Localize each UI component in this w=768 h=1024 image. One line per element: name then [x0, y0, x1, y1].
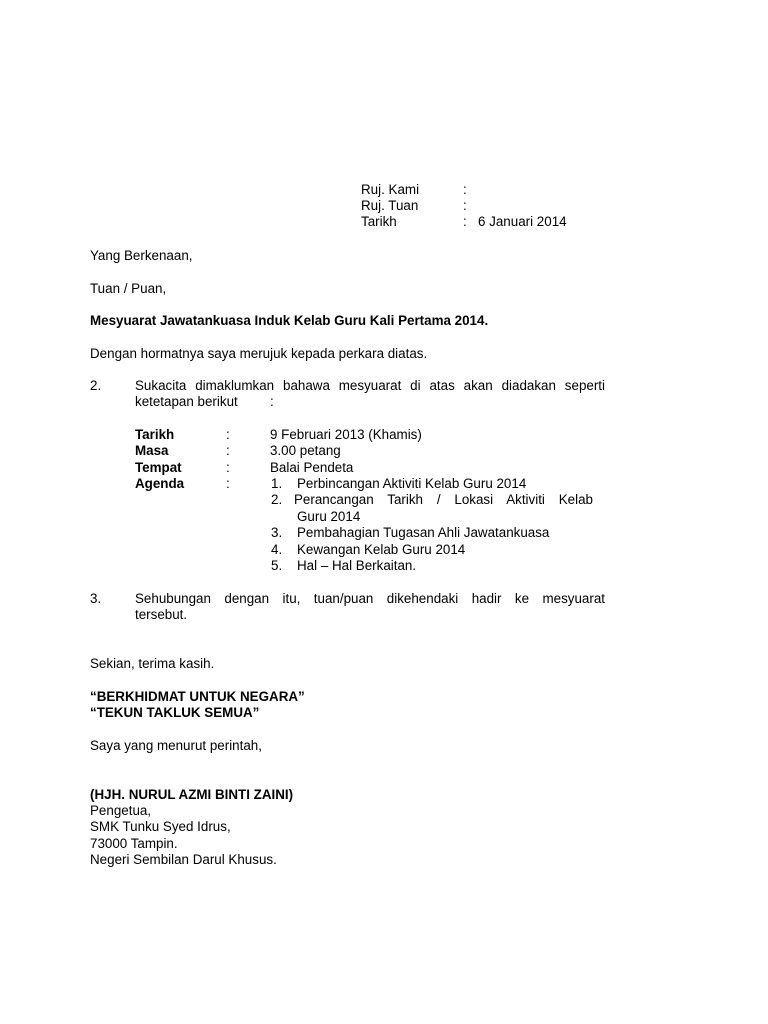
detail-masa-value: 3.00 petang — [270, 443, 341, 458]
motto-1: “BERKHIDMAT UNTUK NEGARA” — [90, 689, 305, 704]
agenda-number: 1. — [271, 476, 283, 491]
paragraph-2-line-2: ketetapan berikut — [135, 394, 238, 409]
detail-colon: : — [226, 460, 230, 475]
agenda-item: Perbincangan Aktiviti Kelab Guru 2014 — [297, 476, 527, 491]
ref-tarikh-colon: : — [463, 214, 467, 229]
ref-tuan-colon: : — [463, 198, 467, 213]
paragraph-2-line-1: Sukacita dimaklumkan bahawa mesyuarat di atas akan diadakan seperti — [135, 378, 605, 393]
paragraph-2-number: 2. — [90, 378, 102, 393]
paragraph-3-number: 3. — [90, 591, 102, 606]
salutation: Yang Berkenaan, — [90, 248, 193, 263]
agenda-number: 5. — [271, 558, 283, 573]
subject: Mesyuarat Jawatankuasa Induk Kelab Guru Kali Pertama 2014. — [90, 313, 489, 328]
motto-2: “TEKUN TAKLUK SEMUA” — [90, 705, 260, 720]
agenda-item: Kewangan Kelab Guru 2014 — [297, 542, 466, 557]
agenda-number: 4. — [271, 542, 283, 557]
signatory-state: Negeri Sembilan Darul Khusus. — [90, 852, 277, 867]
agenda-item: Hal – Hal Berkaitan. — [297, 558, 417, 573]
signatory-title: Pengetua, — [90, 803, 152, 818]
agenda-item-continuation: Guru 2014 — [297, 509, 361, 524]
detail-colon: : — [226, 427, 230, 442]
detail-tempat-label: Tempat — [135, 460, 182, 475]
signatory-school: SMK Tunku Syed Idrus, — [90, 819, 231, 834]
ref-tarikh-value: 6 Januari 2014 — [478, 214, 567, 229]
paragraph-3-line-1: Sehubungan dengan itu, tuan/puan dikehendaki hadir ke mesyuarat — [135, 591, 605, 606]
paragraph-1: Dengan hormatnya saya merujuk kepada perkara diatas. — [90, 346, 428, 361]
agenda-item: Pembahagian Tugasan Ahli Jawatankuasa — [297, 525, 550, 540]
signatory-name: (HJH. NURUL AZMI BINTI ZAINI) — [90, 787, 294, 802]
detail-masa-label: Masa — [135, 443, 169, 458]
ref-kami-label: Ruj. Kami — [361, 182, 420, 197]
agenda-number: 3. — [271, 525, 283, 540]
paragraph-3-line-2: tersebut. — [135, 607, 188, 622]
agenda-item: Perancangan Tarikh / Lokasi Aktiviti Kelab — [294, 492, 593, 507]
detail-tarikh-label: Tarikh — [135, 427, 175, 442]
detail-tempat-value: Balai Pendeta — [270, 460, 354, 475]
closing: Sekian, terima kasih. — [90, 656, 215, 671]
detail-tarikh-value: 9 Februari 2013 (Khamis) — [270, 427, 422, 442]
sign-off: Saya yang menurut perintah, — [90, 738, 262, 753]
agenda-number: 2. — [271, 492, 283, 507]
ref-tarikh-label: Tarikh — [361, 214, 397, 229]
paragraph-2-colon: : — [270, 394, 274, 409]
detail-colon: : — [226, 476, 230, 491]
ref-kami-colon: : — [463, 182, 467, 197]
ref-tuan-label: Ruj. Tuan — [361, 198, 419, 213]
signatory-postcode: 73000 Tampin. — [90, 836, 178, 851]
detail-agenda-label: Agenda — [135, 476, 185, 491]
greeting: Tuan / Puan, — [90, 281, 167, 296]
detail-colon: : — [226, 443, 230, 458]
